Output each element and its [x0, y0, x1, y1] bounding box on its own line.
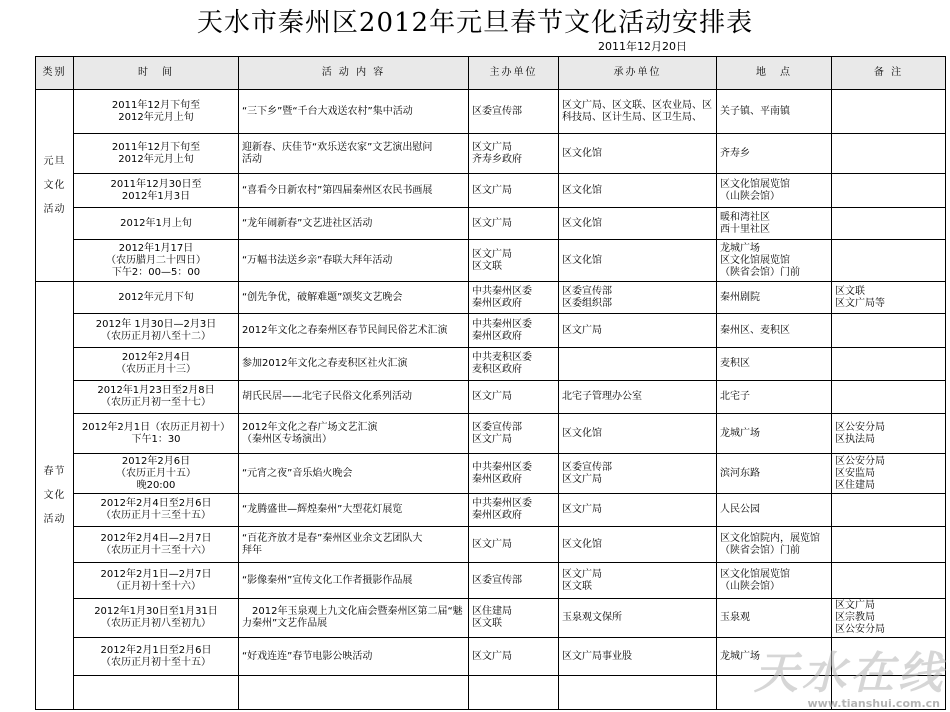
host-cell: 中共秦州区委 秦州区政府: [469, 282, 559, 314]
page-title: 天水市秦州区2012年元旦春节文化活动安排表: [196, 8, 754, 38]
host-cell: 区住建局 区文联: [469, 599, 559, 638]
note-cell: [832, 90, 946, 134]
header-host: 主办单位: [469, 57, 559, 90]
watermark-logo-text: 天水在线: [754, 648, 946, 699]
organizer-cell: 区文广局: [559, 314, 717, 348]
organizer-cell: 区文化馆: [559, 174, 717, 208]
place-cell: 玉泉观: [717, 599, 832, 638]
host-cell: 区委宣传部: [469, 563, 559, 599]
content-cell: 2012年文化之春广场文艺汇演 （秦州区专场演出）: [239, 414, 469, 454]
place-cell: 人民公园: [717, 494, 832, 527]
host-cell: 中共秦州区委 秦州区政府: [469, 314, 559, 348]
time-cell: 2012年2月1日至2月6日 （农历正月初十至十五）: [74, 638, 239, 676]
note-cell: [832, 527, 946, 563]
content-cell: “百花齐放才是春”秦州区业余文艺团队大 拜年: [239, 527, 469, 563]
place-cell: [717, 676, 832, 710]
host-cell: 区文广局: [469, 638, 559, 676]
note-cell: [832, 240, 946, 282]
content-cell: 参加2012年文化之春麦积区社火汇演: [239, 348, 469, 381]
time-cell: 2012年1月30日至1月31日 （农历正月初八至初九）: [74, 599, 239, 638]
place-cell: 龙城广场: [717, 638, 832, 676]
header-time: 时 间: [74, 57, 239, 90]
note-cell: [832, 676, 946, 710]
table-row: [36, 676, 946, 710]
place-cell: 秦州区、麦积区: [717, 314, 832, 348]
place-cell: 区文化馆展览馆 （山陕会馆）: [717, 174, 832, 208]
content-cell: [239, 676, 469, 710]
time-cell: 2012年2月6日 （农历正月十五） 晚20:00: [74, 454, 239, 494]
organizer-cell: 区委宣传部 区文广局: [559, 454, 717, 494]
host-cell: 区委宣传部 区文广局: [469, 414, 559, 454]
table-row: [36, 527, 946, 563]
place-cell: 区文化馆展览馆 （山陕会馆）: [717, 563, 832, 599]
content-cell: “龙腾盛世—辉煌秦州”大型花灯展览: [239, 494, 469, 527]
note-cell: 区公安分局 区执法局: [832, 414, 946, 454]
table-row: [36, 134, 946, 174]
table-row: [36, 174, 946, 208]
organizer-cell: 区文化馆: [559, 414, 717, 454]
note-cell: [832, 494, 946, 527]
place-cell: 秦州剧院: [717, 282, 832, 314]
organizer-cell: 区文广局、区文联、区农业局、区科技局、区计生局、区卫生局、: [559, 90, 717, 134]
note-cell: [832, 381, 946, 414]
note-cell: [832, 563, 946, 599]
time-cell: 2012年1月17日 （农历腊月二十四日） 下午2：00—5：00: [74, 240, 239, 282]
host-cell: 中共秦州区委 秦州区政府: [469, 454, 559, 494]
table-row: [36, 454, 946, 494]
watermark-url: www.tianshui.com.cn: [807, 697, 940, 710]
header-content: 活 动 内 容: [239, 57, 469, 90]
time-cell: 2012年2月4日至2月6日 （农历正月十三至十五）: [74, 494, 239, 527]
organizer-cell: 区文广局事业股: [559, 638, 717, 676]
time-cell: 2011年12月下旬至 2012年元月上旬: [74, 134, 239, 174]
note-cell: 区文联 区文广局等: [832, 282, 946, 314]
host-cell: 区文广局 区文联: [469, 240, 559, 282]
content-cell: “三下乡”暨“千台大戏送农村”集中活动: [239, 90, 469, 134]
organizer-cell: [559, 676, 717, 710]
schedule-table: [35, 56, 946, 710]
content-cell: 迎新春、庆佳节“欢乐送农家”文艺演出慰问 活动: [239, 134, 469, 174]
note-cell: [832, 314, 946, 348]
note-cell: [832, 638, 946, 676]
organizer-cell: [559, 348, 717, 381]
host-cell: 区文广局 齐寿乡政府: [469, 134, 559, 174]
content-cell: “龙年闹新春”文艺进社区活动: [239, 208, 469, 240]
header-organizer: 承办单位: [559, 57, 717, 90]
content-cell: “影像秦州”宣传文化工作者摄影作品展: [239, 563, 469, 599]
time-cell: 2012年元月下旬: [74, 282, 239, 314]
host-cell: 中共麦积区委 麦积区政府: [469, 348, 559, 381]
time-cell: 2012年 1月30日—2月3日 （农历正月初八至十二）: [74, 314, 239, 348]
organizer-cell: 北宅子管理办公室: [559, 381, 717, 414]
header-row: [36, 57, 946, 90]
content-cell: “好戏连连”春节电影公映活动: [239, 638, 469, 676]
organizer-cell: 玉泉观文保所: [559, 599, 717, 638]
place-cell: 关子镇、平南镇: [717, 90, 832, 134]
category-cell: 元旦 文化 活动: [36, 90, 74, 282]
time-cell: 2011年12月下旬至 2012年元月上旬: [74, 90, 239, 134]
content-cell: “创先争优，破解难题”颂奖文艺晚会: [239, 282, 469, 314]
table-row: [36, 638, 946, 676]
time-cell: [74, 676, 239, 710]
host-cell: 区委宣传部: [469, 90, 559, 134]
header-note: 备 注: [832, 57, 946, 90]
content-cell: “喜看今日新农村”第四届秦州区农民书画展: [239, 174, 469, 208]
host-cell: 区文广局: [469, 381, 559, 414]
table-row: [36, 381, 946, 414]
note-cell: [832, 208, 946, 240]
table-row: [36, 494, 946, 527]
table-row: [36, 240, 946, 282]
note-cell: [832, 174, 946, 208]
document-date: 2011年12月20日: [598, 40, 687, 53]
content-cell: 2012年玉泉观上九文化庙会暨秦州区第二届“魅力秦州”文艺作品展: [239, 599, 469, 638]
category-cell: 春节 文化 活动: [36, 282, 74, 710]
note-cell: 区文广局 区宗教局 区公安分局: [832, 599, 946, 638]
content-cell: 2012年文化之春秦州区春节民间民俗艺术汇演: [239, 314, 469, 348]
header-place: 地 点: [717, 57, 832, 90]
time-cell: 2012年1月23日至2月8日 （农历正月初一至十七）: [74, 381, 239, 414]
time-cell: 2012年1月上旬: [74, 208, 239, 240]
table-row: [36, 314, 946, 348]
table-row: [36, 282, 946, 314]
content-cell: “元宵之夜”音乐焰火晚会: [239, 454, 469, 494]
place-cell: 北宅子: [717, 381, 832, 414]
host-cell: 区文广局: [469, 174, 559, 208]
time-cell: 2012年2月4日—2月7日 （农历正月十三至十六）: [74, 527, 239, 563]
place-cell: 龙城广场 区文化馆展览馆 （陕省会馆）门前: [717, 240, 832, 282]
host-cell: 区文广局: [469, 208, 559, 240]
table-row: [36, 208, 946, 240]
place-cell: 区文化馆院内，展览馆（陕省会馆）门前: [717, 527, 832, 563]
time-cell: 2011年12月30日至 2012年1月3日: [74, 174, 239, 208]
host-cell: [469, 676, 559, 710]
table-row: [36, 414, 946, 454]
organizer-cell: 区文化馆: [559, 134, 717, 174]
organizer-cell: 区文化馆: [559, 527, 717, 563]
content-cell: 胡氏民居——北宅子民俗文化系列活动: [239, 381, 469, 414]
host-cell: 中共秦州区委 秦州区政府: [469, 494, 559, 527]
place-cell: 龙城广场: [717, 414, 832, 454]
place-cell: 暖和湾社区 西十里社区: [717, 208, 832, 240]
table-row: [36, 563, 946, 599]
place-cell: 齐寿乡: [717, 134, 832, 174]
note-cell: [832, 134, 946, 174]
place-cell: 滨河东路: [717, 454, 832, 494]
table-row: [36, 599, 946, 638]
host-cell: 区文广局: [469, 527, 559, 563]
organizer-cell: 区委宣传部 区委组织部: [559, 282, 717, 314]
time-cell: 2012年2月1日—2月7日 （正月初十至十六）: [74, 563, 239, 599]
place-cell: 麦积区: [717, 348, 832, 381]
organizer-cell: 区文化馆: [559, 240, 717, 282]
table-row: [36, 90, 946, 134]
table-row: [36, 348, 946, 381]
time-cell: 2012年2月4日 （农历正月十三）: [74, 348, 239, 381]
note-cell: 区公安分局 区安监局 区住建局: [832, 454, 946, 494]
content-cell: “万幅书法送乡亲”春联大拜年活动: [239, 240, 469, 282]
organizer-cell: 区文广局 区文联: [559, 563, 717, 599]
note-cell: [832, 348, 946, 381]
header-category: 类别: [36, 57, 74, 90]
time-cell: 2012年2月1日（农历正月初十） 下午1：30: [74, 414, 239, 454]
organizer-cell: 区文化馆: [559, 208, 717, 240]
organizer-cell: 区文广局: [559, 494, 717, 527]
